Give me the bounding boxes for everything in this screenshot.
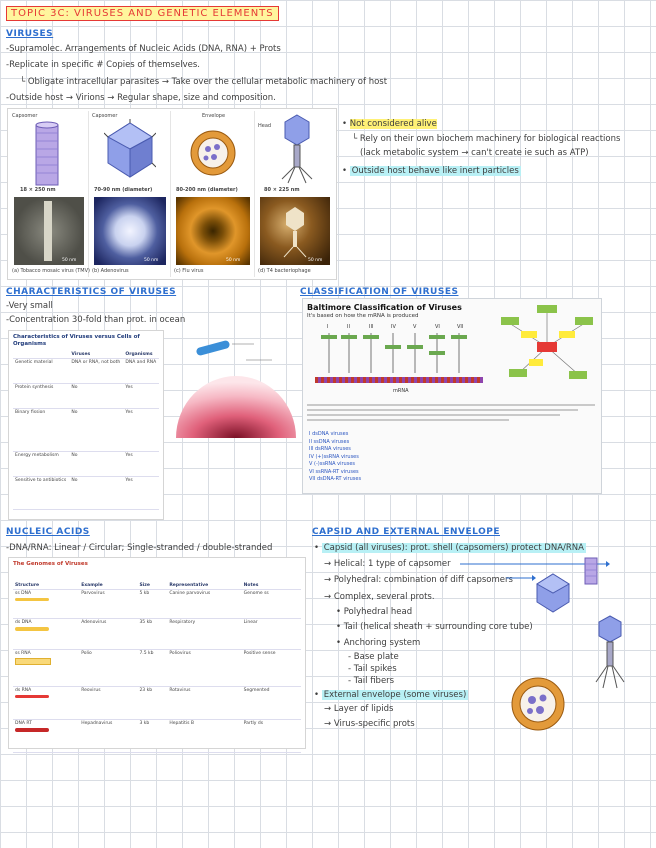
viruses-line-1: -Supramolec. Arrangements of Nucleic Acids (DNA, RNA) + Prots	[6, 44, 281, 54]
group-label: VI	[435, 324, 440, 330]
table-cell: Parvovirus	[79, 590, 137, 619]
capsid-anchoring: Anchoring system	[343, 638, 421, 648]
not-alive-highlight: Not considered alive	[349, 119, 437, 129]
list-item: VI ssRNA-RT viruses	[309, 468, 359, 475]
capsid-line-1: • Capsid (all viruses): prot. shell (capsomers) protect DNA/RNA	[314, 543, 584, 553]
table-cell: ss RNA	[15, 651, 31, 656]
viruses-line-4: -Outside host → Virions → Regular shape, size and composition.	[6, 93, 276, 103]
virus-structures-figure	[7, 108, 337, 280]
capsid-polyhedral: Polyhedral: combination of diff capsomers	[333, 575, 513, 585]
flu-micrograph	[176, 197, 250, 265]
genome-table-figure	[8, 557, 306, 749]
flu-scale: 50 nm	[226, 258, 241, 263]
table-cell: Yes	[123, 452, 159, 477]
table-cell: Hepadnavirus	[79, 720, 137, 753]
table-cell: Yes	[123, 409, 159, 452]
t4-illustration	[276, 113, 318, 185]
table-cell: ds RNA	[15, 688, 32, 693]
column-header	[13, 351, 69, 359]
characteristics-line-1: -Very small	[6, 301, 53, 311]
table-cell: Polio	[79, 650, 137, 687]
adenovirus-micrograph	[94, 197, 166, 265]
table-cell: Canine parvovirus	[167, 590, 241, 619]
group-label: II	[347, 324, 350, 330]
table-cell: Linear	[242, 619, 301, 650]
tmv-size: 18 × 250 nm	[20, 187, 56, 193]
table-cell: Positive sense	[242, 650, 301, 687]
list-item: I dsDNA viruses	[309, 431, 349, 437]
flu-panel	[172, 111, 255, 277]
table-cell: Respiratory	[167, 619, 241, 650]
tmv-illustration	[28, 121, 66, 189]
capsid-line-4: → Complex, several prots.	[324, 592, 435, 602]
adenovirus-caption: (b) Adenovirus	[92, 268, 129, 274]
classification-heading: CLASSIFICATION OF VIRUSES	[300, 287, 459, 297]
capsid-line-8: - Base plate	[348, 652, 399, 662]
tmv-panel	[10, 111, 89, 277]
table-cell: Genetic material	[13, 359, 69, 384]
not-alive-detail-1: └ Rely on their own biochem machinery for biological reactions	[352, 134, 621, 144]
capsid-line-13: → Virus-specific prots	[324, 719, 415, 729]
adenovirus-panel	[90, 111, 171, 277]
column-header: Viruses	[69, 351, 123, 359]
table-cell: No	[69, 384, 123, 409]
virus-cell-size-diagram	[172, 330, 300, 440]
outside-host-note: • Outside host behave like inert particles	[342, 166, 519, 176]
adenovirus-size: 70-90 nm (diameter)	[94, 187, 153, 193]
column-header: Notes	[242, 582, 301, 590]
table-cell: Partly ds	[242, 720, 301, 753]
table-cell: Rotavirus	[167, 687, 241, 720]
table-cell: ss DNA	[15, 591, 32, 596]
capsid-complex: Complex, several prots.	[333, 592, 435, 602]
envelope-prots: Virus-specific prots	[333, 719, 415, 729]
table-cell: No	[69, 409, 123, 452]
not-alive-note: • Not considered alive	[342, 119, 437, 129]
table-cell: 7.5 kb	[137, 650, 167, 687]
table-cell: Adenovirus	[79, 619, 137, 650]
flu-illustration	[186, 121, 240, 181]
capsid-tail-spikes: Tail spikes	[353, 664, 397, 674]
table-cell: DNA or RNA, not both	[69, 359, 123, 384]
characteristics-table	[13, 351, 159, 510]
envelope-lipids: Layer of lipids	[333, 704, 394, 714]
baltimore-network-diagram	[499, 303, 597, 389]
adenovirus-illustration	[104, 119, 156, 183]
table-cell: Hepatitis B	[167, 720, 241, 753]
capsid-highlight: Capsid (all viruses): prot. shell (capsomers) protect DNA/RNA	[323, 543, 584, 553]
table-row	[13, 590, 301, 619]
list-item: VII dsDNA-RT viruses	[309, 476, 362, 482]
capsid-line-3: → Polyhedral: combination of diff capsomers	[324, 575, 513, 585]
mrna-label: mRNA	[393, 388, 409, 394]
table-cell: Energy metabolism	[13, 452, 69, 477]
characteristics-table-figure	[8, 330, 164, 520]
table-cell: 3 kb	[137, 720, 167, 753]
table-cell: Genome ss	[242, 590, 301, 619]
t4-micrograph	[260, 197, 330, 265]
column-header: Example	[79, 582, 137, 590]
tmv-caption: (a) Tobacco mosaic virus (TMV)	[12, 268, 90, 274]
tmv-label: Capsomer	[12, 113, 38, 119]
list-item: V (-)ssRNA viruses	[309, 461, 356, 467]
table-cell: 5 kb	[137, 590, 167, 619]
table-row	[13, 687, 301, 720]
flu-label: Envelope	[202, 113, 226, 119]
helical-capsid-image	[582, 556, 600, 586]
polyhedral-capsid-image	[534, 572, 572, 614]
capsid-line-6: • Tail (helical sheath + surrounding core tube)	[336, 622, 533, 632]
polyhedral-arrow-icon	[506, 572, 536, 584]
table-header-row	[13, 351, 159, 359]
characteristics-table-title: Characteristics of Viruses versus Cells of Organisms	[13, 334, 140, 347]
viruses-heading: VIRUSES	[6, 29, 54, 39]
group-label: I	[327, 324, 329, 330]
capsid-line-5: • Polyhedral head	[336, 607, 413, 617]
baltimore-subtitle: It's based on how the mRNA is produced	[307, 313, 419, 319]
table-header-row	[13, 582, 301, 590]
group-label: IV	[391, 324, 396, 330]
table-cell: Binary fission	[13, 409, 69, 452]
list-item: II ssDNA viruses	[309, 438, 350, 445]
tmv-scale: 50 nm	[62, 258, 77, 263]
characteristics-line-2: -Concentration 30-fold than prot. in ocean	[6, 315, 186, 325]
capsid-helical: Helical: 1 type of capsomer	[333, 559, 451, 569]
t4-scale: 50 nm	[308, 258, 323, 263]
characteristics-heading: CHARACTERISTICS OF VIRUSES	[6, 287, 177, 297]
genome-table	[13, 582, 301, 753]
table-row	[13, 720, 301, 753]
table-cell: 35 kb	[137, 619, 167, 650]
table-row	[13, 477, 159, 510]
capsid-line-10: - Tail fibers	[348, 676, 395, 686]
list-item: IV (+)ssRNA viruses	[309, 453, 359, 460]
capsid-line-12: → Layer of lipids	[324, 704, 394, 714]
t4-label: Head	[258, 123, 272, 129]
table-cell: No	[69, 452, 123, 477]
capsid-tail-fibers: Tail fibers	[353, 676, 395, 686]
table-row	[13, 384, 159, 409]
table-row	[13, 650, 301, 687]
capsid-heading: CAPSID AND EXTERNAL ENVELOPE	[312, 527, 500, 537]
group-label: VII	[457, 324, 464, 330]
enveloped-virus-image	[508, 674, 568, 734]
capsid-line-9: - Tail spikes	[348, 664, 397, 674]
table-cell: Protein synthesis	[13, 384, 69, 409]
group-label: V	[413, 324, 417, 330]
column-header: Representative	[167, 582, 241, 590]
genome-table-title: The Genomes of Viruses	[13, 561, 88, 567]
flu-caption: (c) Flu virus	[174, 268, 204, 274]
table-row	[13, 619, 301, 650]
baltimore-flow-diagram	[309, 321, 489, 397]
adenovirus-scale: 50 nm	[144, 258, 159, 263]
capsid-tail: Tail (helical sheath + surrounding core tube)	[343, 622, 533, 632]
table-cell: DNA RT	[15, 721, 32, 726]
complex-capsid-image	[590, 614, 630, 690]
table-cell: DNA and RNA	[123, 359, 159, 384]
nucleic-acids-line: -DNA/RNA: Linear / Circular; Single-stranded / double-stranded	[6, 543, 273, 553]
column-header: Organisms	[123, 351, 159, 359]
t4-panel	[256, 111, 334, 277]
capsid-line-2: → Helical: 1 type of capsomer	[324, 559, 451, 569]
table-cell: ds DNA	[15, 620, 32, 625]
table-cell: Poliovirus	[167, 650, 241, 687]
capsid-base-plate: Base plate	[353, 652, 399, 662]
capsid-head: Polyhedral head	[343, 607, 413, 617]
baltimore-description	[307, 401, 595, 425]
viruses-line-2: -Replicate in specific # Copies of themselves.	[6, 60, 200, 70]
table-row	[13, 409, 159, 452]
adenovirus-label: Capsomer	[92, 113, 118, 119]
table-cell: Reovirus	[79, 687, 137, 720]
flu-size: 80-200 nm (diameter)	[176, 187, 238, 193]
table-cell: Sensitive to antibiotics	[13, 477, 69, 510]
list-item: III dsRNA viruses	[309, 446, 351, 452]
t4-caption: (d) T4 bacteriophage	[258, 268, 311, 274]
table-cell: Yes	[123, 384, 159, 409]
baltimore-group-list	[309, 431, 361, 484]
group-label: III	[369, 324, 374, 330]
nucleic-acids-heading: NUCLEIC ACIDS	[6, 527, 90, 537]
table-cell: No	[69, 477, 123, 510]
t4-size: 80 × 225 nm	[264, 187, 300, 193]
baltimore-panel	[302, 298, 602, 494]
table-cell: Segmented	[242, 687, 301, 720]
tmv-micrograph	[14, 197, 84, 265]
page-title: TOPIC 3C: VIRUSES AND GENETIC ELEMENTS	[6, 6, 279, 21]
table-cell: 23 kb	[137, 687, 167, 720]
table-row	[13, 452, 159, 477]
column-header: Size	[137, 582, 167, 590]
envelope-highlight: External envelope (some viruses)	[323, 690, 467, 700]
capsid-line-11: • External envelope (some viruses)	[314, 690, 467, 700]
baltimore-title: Baltimore Classification of Viruses	[307, 303, 462, 312]
capsid-line-7: • Anchoring system	[336, 638, 421, 648]
outside-host-highlight: Outside host behave like inert particles	[351, 166, 519, 176]
column-header: Structure	[13, 582, 79, 590]
table-row	[13, 359, 159, 384]
not-alive-detail-2: (lack metabolic system → can't create ie such as ATP)	[360, 148, 589, 158]
table-cell: Yes	[123, 477, 159, 510]
viruses-line-3: └ Obligate intracellular parasites → Take over the cellular metabolic machinery of host	[20, 77, 388, 87]
